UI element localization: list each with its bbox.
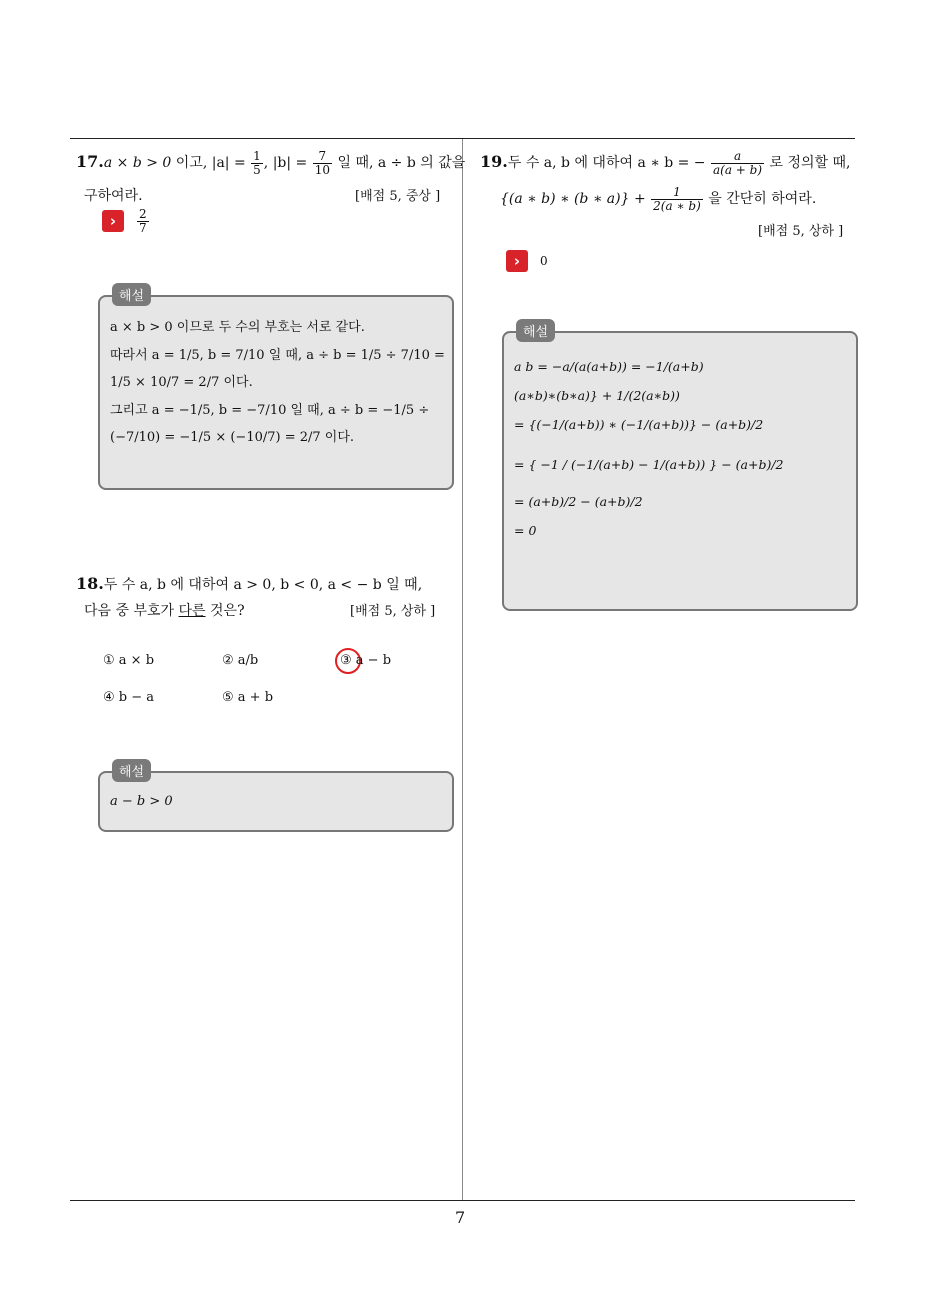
choice-1[interactable]: ① a × b (103, 653, 155, 668)
question-19 (480, 150, 850, 176)
solution-tag: 해설 (112, 283, 151, 306)
chevron-right-icon: › (102, 210, 124, 232)
question-text: 일 때, a ÷ b 의 값을 (337, 155, 466, 172)
question-text: 다음 중 부호가 (84, 603, 175, 619)
score-label: [배점 5, 중상 ] (355, 189, 441, 204)
solution-line: a − b > 0 (110, 794, 173, 809)
underlined-word: 다른 (178, 603, 206, 619)
solution-text (514, 358, 849, 541)
answer (506, 250, 548, 272)
answer-value: 0 (540, 254, 548, 268)
answer-fraction: $\frac{2}{7}$ (139, 207, 147, 235)
question-18 (76, 574, 422, 594)
solution-line: 따라서 a = 1/5, b = 7/10 일 때, a ÷ b = 1/5 ÷ 7/10 = (110, 347, 445, 363)
solution-line: (a∗b)∗(b∗a)} + 1/(2(a∗b)) (514, 387, 680, 403)
solution-line: (−7/10) = −1/5 × (−10/7) = 2/7 이다. (110, 430, 355, 445)
question-text: 이고, |a| = (175, 155, 246, 172)
question-number: 17. (76, 152, 104, 172)
page-number: 7 (455, 1208, 466, 1227)
question-number: 19. (480, 152, 508, 172)
fraction: $\frac{7}{10}$ (314, 149, 331, 177)
question-text (84, 600, 245, 620)
question-text: , |b| = (263, 155, 308, 172)
choice-2[interactable]: ② a/b (222, 653, 259, 668)
question-text: 두 수 a, b 에 대하여 a > 0, b < 0, a < − b 일 때, (103, 577, 423, 593)
solution-line: = (a+b)/2 − (a+b)/2 (514, 494, 643, 509)
fraction: $\frac{1}{5}$ (253, 149, 261, 177)
solution-tag: 해설 (516, 319, 555, 342)
solution-line: 그리고 a = −1/5, b = −7/10 일 때, a ÷ b = −1/5 ÷ (110, 402, 430, 418)
solution-line: a × b > 0 이므로 두 수의 부호는 서로 같다. (110, 320, 365, 335)
solution-line: 1/5 × 10/7 = 2/7 이다. (110, 375, 253, 390)
question-text: 것은? (210, 603, 245, 619)
question-text: 을 간단히 하여라. (708, 191, 817, 208)
choice-3[interactable]: ③ a − b (340, 653, 392, 668)
solution-tag: 해설 (112, 759, 151, 782)
choice-5[interactable]: ⑤ a + b (222, 690, 274, 705)
solution-line: = { −1 / (−1/(a+b) − 1/(a+b)) } − (a+b)/2 (514, 457, 784, 473)
score-label: [배점 5, 상하 ] (350, 604, 436, 619)
solution-line: = 0 (514, 522, 537, 538)
solution-text (110, 792, 173, 812)
question-text: 로 정의할 때, (769, 155, 851, 172)
solution-line: = {(−1/(a+b)) ∗ (−1/(a+b))} − (a+b)/2 (514, 416, 764, 432)
solution-text (110, 318, 445, 448)
column-divider (462, 139, 463, 1201)
answer (102, 208, 150, 234)
question-text: 두 수 a, b 에 대하여 a ∗ b = − (507, 155, 706, 172)
expression: {(a ∗ b) ∗ (b ∗ a)} + (500, 191, 646, 208)
bottom-rule (70, 1200, 855, 1201)
choice-4[interactable]: ④ b − a (103, 690, 155, 705)
question-text: a × b > 0 (103, 155, 172, 172)
fraction: $\frac{1}{2(a ∗ b)}$ (653, 185, 701, 213)
score-label: [배점 5, 상하 ] (758, 224, 844, 239)
solution-line: a b = −a/(a(a+b)) = −1/(a+b) (514, 359, 704, 374)
question-expression (500, 186, 816, 212)
question-number: 18. (76, 574, 104, 593)
question-17 (76, 149, 466, 177)
fraction: $\frac{a}{a(a + b)}$ (713, 149, 763, 177)
question-text: 구하여라. (84, 188, 143, 204)
chevron-right-icon: › (506, 250, 528, 272)
